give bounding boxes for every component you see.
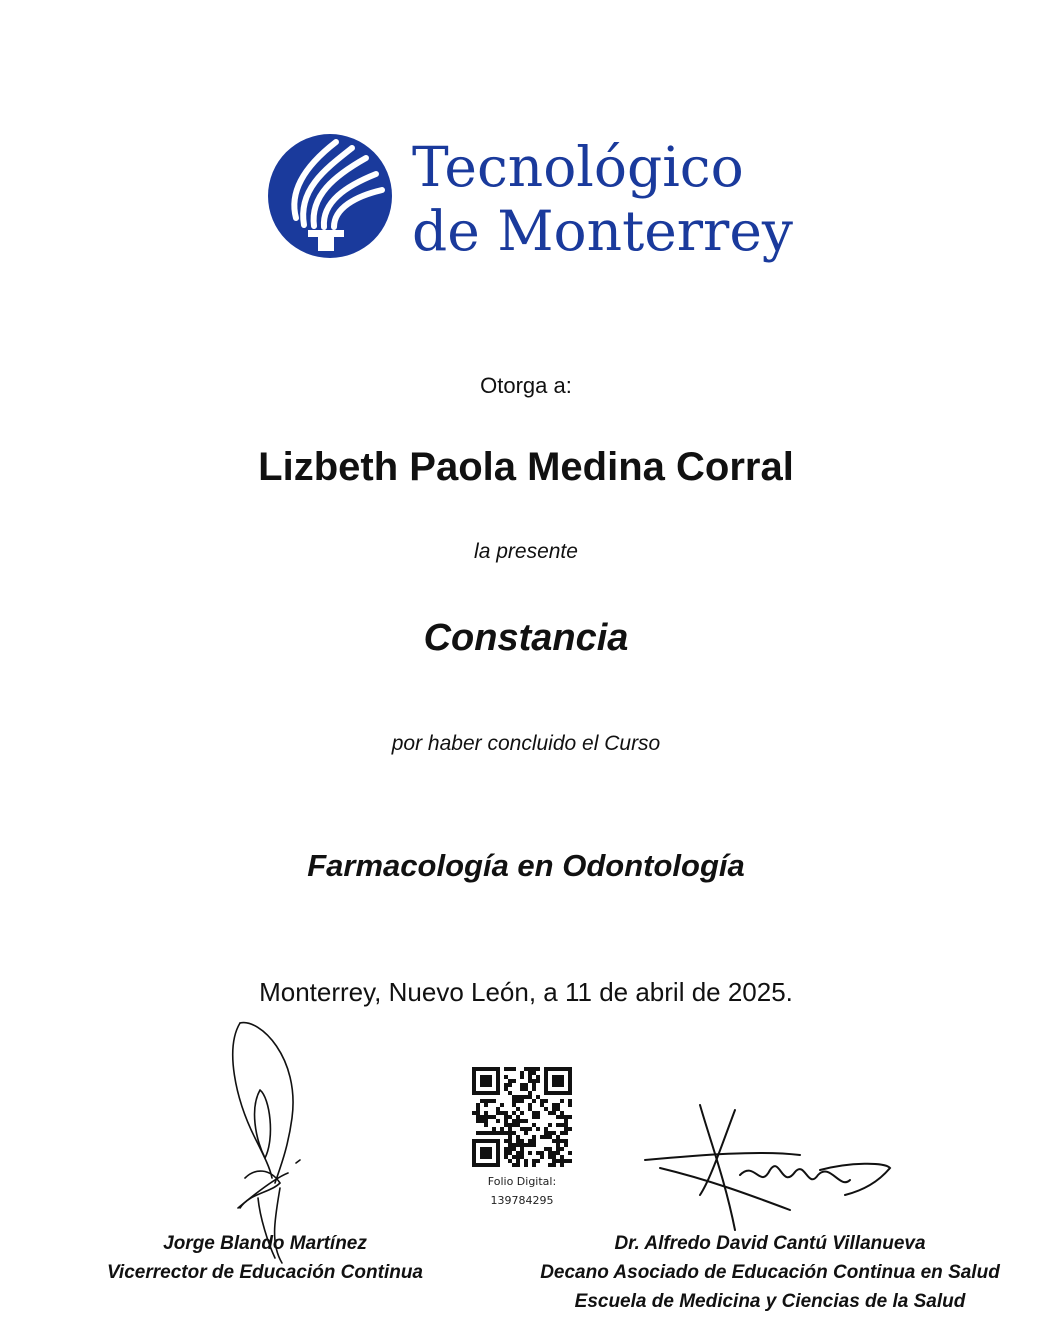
logo-text-line1: Tecnológico bbox=[412, 135, 744, 199]
signatory-2-name: Dr. Alfredo David Cantú Villanueva bbox=[614, 1233, 926, 1254]
course-title: Farmacología en Odontología bbox=[307, 848, 745, 883]
signatory-1-title: Vicerrector de Educación Continua bbox=[106, 1262, 424, 1283]
signatory-2-title-line1: Decano Asociado de Educación Continua en Salud bbox=[540, 1262, 1000, 1283]
recipient-name: Lizbeth Paola Medina Corral bbox=[258, 445, 794, 489]
folio-number: 139784295 bbox=[490, 1194, 554, 1207]
signatory-1-name: Jorge Blando Martínez bbox=[163, 1233, 367, 1254]
folio-label: Folio Digital: bbox=[487, 1175, 557, 1188]
document-type-title: Constancia bbox=[423, 617, 629, 659]
torch-flame-emblem-icon bbox=[264, 130, 396, 262]
presente-text: la presente bbox=[474, 540, 578, 563]
place-date: Monterrey, Nuevo León, a 11 de abril de 2025. bbox=[259, 977, 793, 1007]
qr-code-icon[interactable] bbox=[472, 1067, 572, 1167]
institution-logo bbox=[262, 126, 793, 272]
signatory-2-title-line2: Escuela de Medicina y Ciencias de la Salud bbox=[574, 1291, 966, 1312]
intro-text: Otorga a: bbox=[480, 373, 572, 398]
reason-text: por haber concluido el Curso bbox=[391, 732, 661, 755]
logo-text-line2: de Monterrey bbox=[412, 199, 793, 263]
signature-1-image bbox=[220, 1018, 310, 1268]
signature-2-image bbox=[640, 1100, 900, 1240]
